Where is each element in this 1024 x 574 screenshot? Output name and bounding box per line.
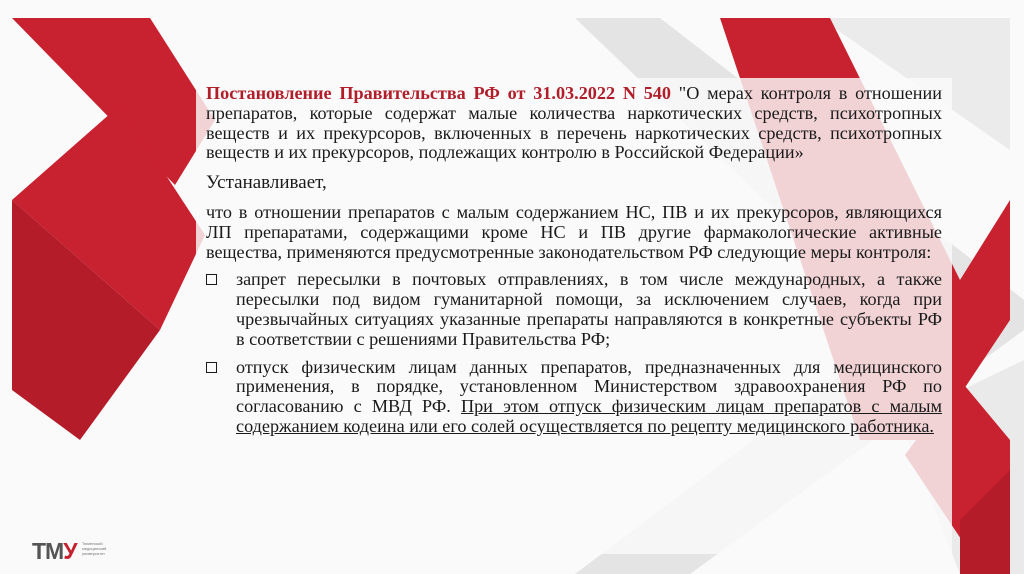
bullet-underlined-text: При этом отпуск физическим лицам препаратов с малым содержанием кодеина или его солей осуществляется по рецепту медицинского работника.	[236, 396, 943, 436]
bullet-text: запрет пересылки в почтовых отправлениях, в том числе международных, а также пересылки под видом гуманитарной помощи, за исключением случаев, когда при чрезвычайных ситуациях указанные препараты направляются в конкретные субъекты РФ в соответствии с решениями Правительства РФ;	[236, 269, 942, 349]
establishes-label: Устанавливает,	[206, 172, 327, 194]
logo-mark: ТМУ	[32, 538, 77, 564]
bullet-item-2	[206, 358, 942, 437]
intro-paragraph: что в отношении препаратов с малым содержанием НС, ПВ и их прекурсоров, являющихся ЛП препаратами, содержащими кроме НС и ПВ другие фармакологические активные вещества, применяются предусмотренные законодательством РФ следующие меры контроля:	[206, 201, 942, 262]
checkbox-bullet-icon	[206, 274, 217, 285]
slide-content	[206, 84, 942, 437]
decree-title: Постановление Правительства РФ от 31.03.2022 N 540	[206, 83, 671, 103]
checkbox-bullet-icon	[206, 362, 217, 373]
decree-text: "О мерах контроля в отношении препаратов, которые содержат малые количества наркотических средств, психотропных веществ и их прекурсоров, включенных в перечень наркотических средств, психотропных веществ и их прекурсоров, подлежащих контролю в Российской Федерации»	[206, 83, 942, 163]
bullet-item-1	[206, 270, 942, 349]
logo-caption: Тюменский медицинский университет	[82, 541, 107, 556]
bullet-text: отпуск физическим лицам данных препаратов, предназначенных для медицинского применения, в порядке, установленном Министерством здравоохранения РФ по согласованию с МВД РФ.	[236, 356, 942, 417]
decree-paragraph	[206, 84, 942, 163]
